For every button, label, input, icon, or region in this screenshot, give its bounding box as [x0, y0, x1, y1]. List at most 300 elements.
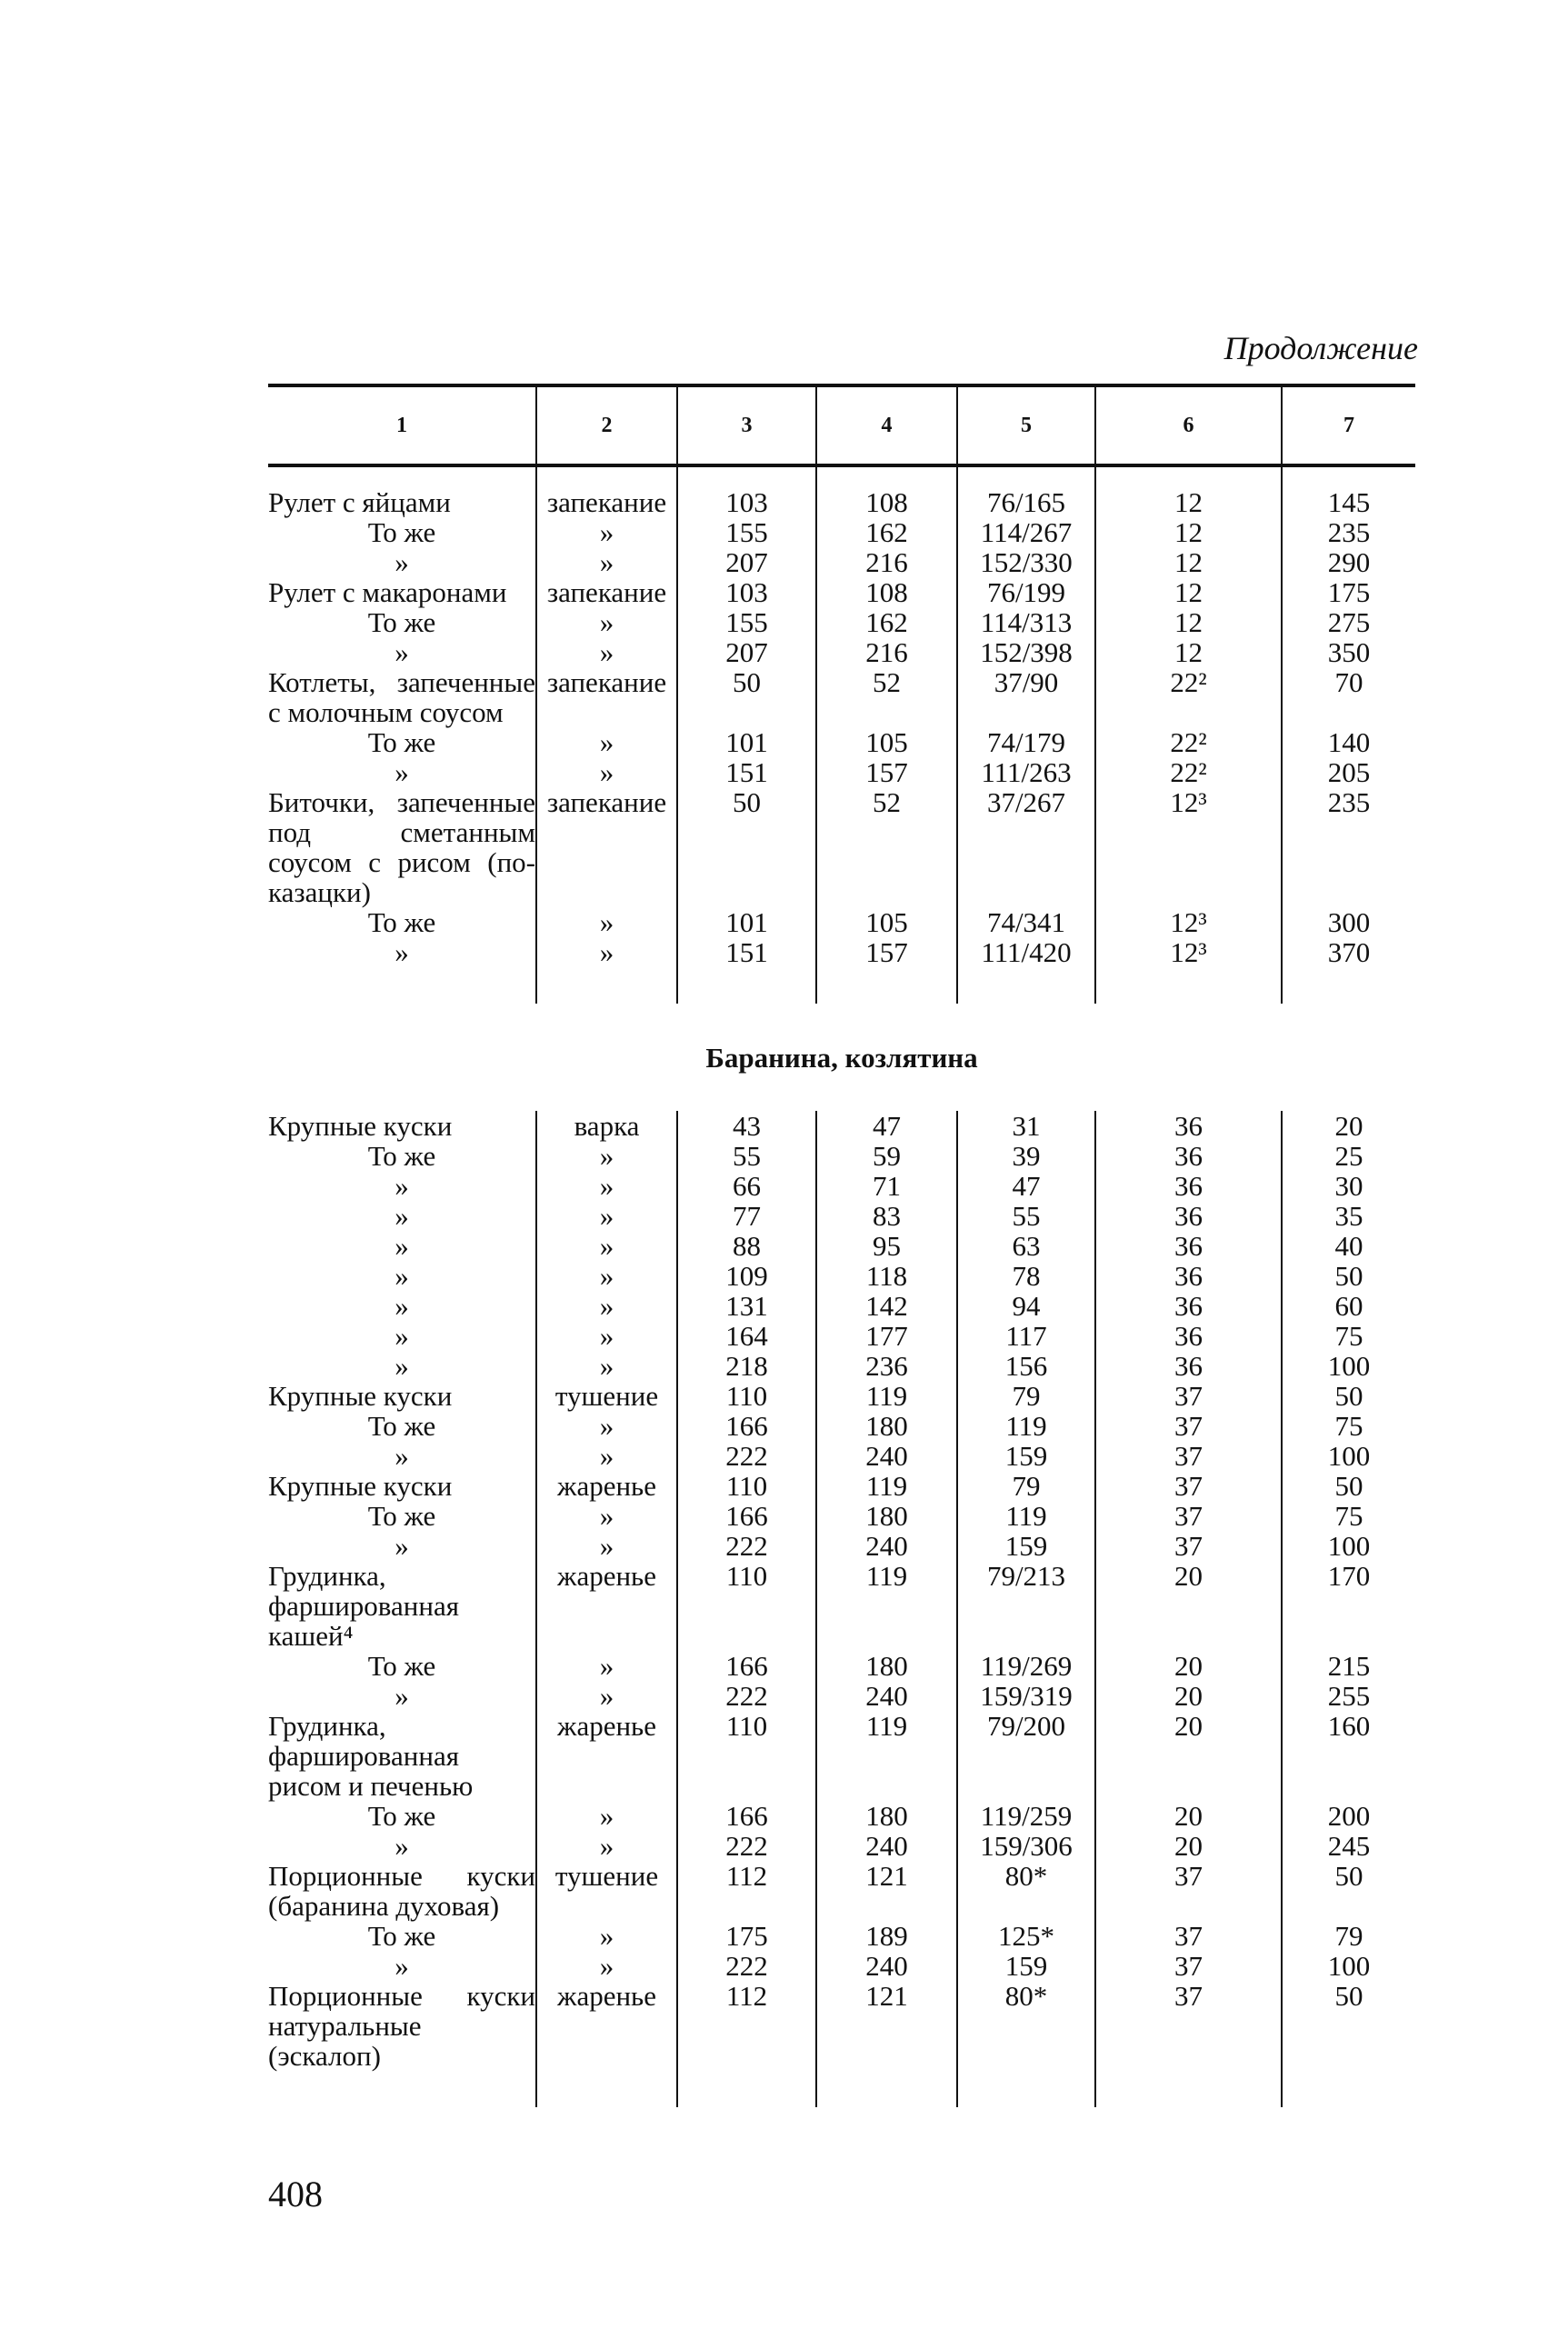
dish-name-cell: Порционные куски натуральные (эскалоп) [268, 1980, 535, 2072]
column-header: 3 [677, 385, 816, 465]
dish-name-cell: » [394, 1260, 409, 1292]
value-cell: 159 [957, 1531, 1095, 1561]
spacer-cell [957, 967, 1095, 1004]
value-cell: 151 [677, 937, 816, 967]
value-cell: 88 [677, 1231, 816, 1261]
value-cell: 350 [1282, 637, 1415, 667]
dish-name-cell: » [394, 636, 409, 668]
page-number: 408 [268, 2174, 323, 2214]
value-cell: 79 [1282, 1921, 1415, 1951]
value-cell: 155 [677, 607, 816, 637]
value-cell: 12³ [1095, 787, 1282, 907]
cooking-method-cell: тушение [536, 1861, 677, 1921]
value-cell: 155 [677, 517, 816, 547]
dish-name-cell: » [394, 546, 409, 578]
value-cell: 166 [677, 1411, 816, 1441]
dish-name-cell: » [394, 1320, 409, 1352]
cooking-method-cell: » [536, 547, 677, 577]
value-cell: 36 [1095, 1201, 1282, 1231]
value-cell: 79 [957, 1381, 1095, 1411]
value-cell: 131 [677, 1291, 816, 1321]
spacer-cell [677, 2071, 816, 2107]
spacer-row [268, 465, 1415, 487]
spacer-cell [536, 2071, 677, 2107]
value-cell: 100 [1282, 1351, 1415, 1381]
cooking-method-cell: » [536, 1261, 677, 1291]
value-cell: 12 [1095, 487, 1282, 517]
spacer-cell [1282, 465, 1415, 487]
value-cell: 207 [677, 547, 816, 577]
table-row [268, 1501, 1415, 1531]
table-row [268, 1951, 1415, 1981]
spacer-cell [268, 465, 536, 487]
value-cell: 370 [1282, 937, 1415, 967]
value-cell: 20 [1282, 1111, 1415, 1141]
value-cell: 74/179 [957, 727, 1095, 757]
spacer-cell [536, 465, 677, 487]
value-cell: 12 [1095, 517, 1282, 547]
table-row [268, 1381, 1415, 1411]
dish-name-cell: То же [367, 516, 436, 548]
dish-name-cell: » [394, 1170, 409, 1202]
dish-name-cell: То же [367, 1500, 436, 1532]
value-cell: 36 [1095, 1111, 1282, 1141]
table-row [268, 1201, 1415, 1231]
value-cell: 55 [677, 1141, 816, 1171]
value-cell: 119/269 [957, 1651, 1095, 1681]
value-cell: 275 [1282, 607, 1415, 637]
cooking-method-cell: » [536, 757, 677, 787]
dish-name-cell: То же [367, 1410, 436, 1442]
spacer-cell [957, 465, 1095, 487]
value-cell: 114/313 [957, 607, 1095, 637]
value-cell: 119 [816, 1561, 957, 1651]
value-cell: 157 [816, 757, 957, 787]
value-cell: 101 [677, 727, 816, 757]
value-cell: 94 [957, 1291, 1095, 1321]
dish-name-cell: » [394, 1350, 409, 1382]
value-cell: 215 [1282, 1651, 1415, 1681]
value-cell: 240 [816, 1531, 957, 1561]
value-cell: 140 [1282, 727, 1415, 757]
value-cell: 290 [1282, 547, 1415, 577]
value-cell: 108 [816, 577, 957, 607]
table-row [268, 1261, 1415, 1291]
dish-name-cell: » [394, 1290, 409, 1322]
value-cell: 43 [677, 1111, 816, 1141]
cooking-method-cell: запекание [536, 577, 677, 607]
value-cell: 63 [957, 1231, 1095, 1261]
spacer-cell [1095, 465, 1282, 487]
cooking-method-cell: » [536, 517, 677, 547]
value-cell: 245 [1282, 1831, 1415, 1861]
table-row [268, 757, 1415, 787]
value-cell: 40 [1282, 1231, 1415, 1261]
table-row [268, 667, 1415, 727]
value-cell: 36 [1095, 1261, 1282, 1291]
value-cell: 151 [677, 757, 816, 787]
value-cell: 75 [1282, 1501, 1415, 1531]
dish-name-cell: Рулет с макаронами [268, 576, 507, 608]
dish-name-cell: То же [367, 1140, 436, 1172]
value-cell: 240 [816, 1441, 957, 1471]
value-cell: 37 [1095, 1531, 1282, 1561]
cooking-method-cell: » [536, 1351, 677, 1381]
value-cell: 12 [1095, 607, 1282, 637]
value-cell: 152/398 [957, 637, 1095, 667]
dish-name-cell: Крупные куски [268, 1110, 453, 1142]
value-cell: 152/330 [957, 547, 1095, 577]
value-cell: 105 [816, 907, 957, 937]
cooking-method-cell: » [536, 1171, 677, 1201]
value-cell: 164 [677, 1321, 816, 1351]
spacer-cell [957, 2071, 1095, 2107]
cooking-method-cell: » [536, 1291, 677, 1321]
value-cell: 177 [816, 1321, 957, 1351]
value-cell: 222 [677, 1831, 816, 1861]
value-cell: 240 [816, 1951, 957, 1981]
value-cell: 110 [677, 1711, 816, 1801]
value-cell: 162 [816, 607, 957, 637]
value-cell: 166 [677, 1651, 816, 1681]
value-cell: 200 [1282, 1801, 1415, 1831]
value-cell: 37 [1095, 1471, 1282, 1501]
value-cell: 37/90 [957, 667, 1095, 727]
table-row [268, 1831, 1415, 1861]
table-row [268, 487, 1415, 517]
cooking-method-cell: » [536, 727, 677, 757]
value-cell: 20 [1095, 1801, 1282, 1831]
table-row [268, 907, 1415, 937]
cooking-method-cell: » [536, 1801, 677, 1831]
value-cell: 300 [1282, 907, 1415, 937]
table-row [268, 1441, 1415, 1471]
cooking-method-cell: » [536, 1921, 677, 1951]
value-cell: 55 [957, 1201, 1095, 1231]
value-cell: 80* [957, 1981, 1095, 2071]
value-cell: 162 [816, 517, 957, 547]
cooking-method-cell: » [536, 607, 677, 637]
value-cell: 235 [1282, 787, 1415, 907]
value-cell: 189 [816, 1921, 957, 1951]
value-cell: 255 [1282, 1681, 1415, 1711]
value-cell: 79/200 [957, 1711, 1095, 1801]
value-cell: 142 [816, 1291, 957, 1321]
table-row [268, 1981, 1415, 2071]
cooking-method-cell: жаренье [536, 1471, 677, 1501]
table-row [268, 1411, 1415, 1441]
dish-name-cell: » [394, 1680, 409, 1712]
continuation-label: Продолжение [1223, 330, 1418, 366]
table-row [268, 607, 1415, 637]
table-row [268, 1651, 1415, 1681]
table-row [268, 1861, 1415, 1921]
value-cell: 36 [1095, 1351, 1282, 1381]
cooking-method-cell: » [536, 1411, 677, 1441]
value-cell: 159 [957, 1951, 1095, 1981]
value-cell: 156 [957, 1351, 1095, 1381]
table-row [268, 727, 1415, 757]
value-cell: 222 [677, 1441, 816, 1471]
value-cell: 50 [1282, 1381, 1415, 1411]
dish-name-cell: » [394, 1830, 409, 1862]
value-cell: 31 [957, 1111, 1095, 1141]
spacer-cell [1282, 967, 1415, 1004]
value-cell: 50 [677, 787, 816, 907]
spacer-cell [816, 2071, 957, 2107]
cooking-method-cell: запекание [536, 667, 677, 727]
dish-name-cell: » [394, 1530, 409, 1562]
value-cell: 71 [816, 1171, 957, 1201]
table-row [268, 937, 1415, 967]
table-row [268, 1471, 1415, 1501]
value-cell: 222 [677, 1951, 816, 1981]
dish-name-cell: То же [367, 1800, 436, 1832]
value-cell: 125* [957, 1921, 1095, 1951]
dish-name-cell: Крупные куски [268, 1380, 453, 1412]
dish-name-cell: Порционные куски (баранина духовая) [268, 1860, 535, 1922]
value-cell: 79 [957, 1471, 1095, 1501]
dish-name-cell: Крупные куски [268, 1470, 453, 1502]
column-header: 1 [268, 385, 536, 465]
spacer-cell [268, 967, 536, 1004]
value-cell: 236 [816, 1351, 957, 1381]
spacer-cell [1282, 2071, 1415, 2107]
value-cell: 157 [816, 937, 957, 967]
value-cell: 20 [1095, 1681, 1282, 1711]
spacer-row [268, 2071, 1415, 2107]
value-cell: 166 [677, 1801, 816, 1831]
spacer-cell [1095, 2071, 1282, 2107]
dish-name-cell: То же [367, 726, 436, 758]
table-row [268, 1681, 1415, 1711]
cooking-method-cell: тушение [536, 1381, 677, 1411]
cooking-method-cell: » [536, 937, 677, 967]
value-cell: 37 [1095, 1441, 1282, 1471]
dish-name-cell: То же [367, 606, 436, 638]
value-cell: 121 [816, 1981, 957, 2071]
dish-name-cell: » [394, 936, 409, 968]
value-cell: 180 [816, 1651, 957, 1681]
value-cell: 117 [957, 1321, 1095, 1351]
value-cell: 103 [677, 487, 816, 517]
value-cell: 110 [677, 1381, 816, 1411]
value-cell: 222 [677, 1681, 816, 1711]
dish-name-cell: Биточки, запеченные под сметанным соусом с рисом (по-казацки) [268, 786, 535, 908]
value-cell: 12³ [1095, 937, 1282, 967]
value-cell: 35 [1282, 1201, 1415, 1231]
value-cell: 37 [1095, 1501, 1282, 1531]
section-title: Баранина, козлятина [705, 1041, 978, 1074]
dish-name-cell: » [394, 1200, 409, 1232]
value-cell: 66 [677, 1171, 816, 1201]
value-cell: 36 [1095, 1291, 1282, 1321]
cooking-method-cell: » [536, 1831, 677, 1861]
spacer-cell [536, 967, 677, 1004]
value-cell: 170 [1282, 1561, 1415, 1651]
table-row [268, 1141, 1415, 1171]
cooking-method-cell: запекание [536, 487, 677, 517]
value-cell: 110 [677, 1471, 816, 1501]
value-cell: 79/213 [957, 1561, 1095, 1651]
cooking-method-cell: » [536, 1681, 677, 1711]
value-cell: 216 [816, 547, 957, 577]
dish-name-cell: То же [367, 906, 436, 938]
value-cell: 180 [816, 1801, 957, 1831]
value-cell: 75 [1282, 1321, 1415, 1351]
value-cell: 159/306 [957, 1831, 1095, 1861]
table-row [268, 1561, 1415, 1651]
value-cell: 75 [1282, 1411, 1415, 1441]
value-cell: 207 [677, 637, 816, 667]
value-cell: 36 [1095, 1171, 1282, 1201]
value-cell: 37/267 [957, 787, 1095, 907]
dish-name-cell: Грудинка, фаршированная кашей⁴ [268, 1560, 459, 1652]
value-cell: 20 [1095, 1711, 1282, 1801]
value-cell: 159 [957, 1441, 1095, 1471]
table-row [268, 1111, 1415, 1141]
table-row [268, 1351, 1415, 1381]
value-cell: 37 [1095, 1951, 1282, 1981]
dish-name-cell: То же [367, 1650, 436, 1682]
value-cell: 240 [816, 1681, 957, 1711]
table-row [268, 1921, 1415, 1951]
value-cell: 76/165 [957, 487, 1095, 517]
spacer-cell [1095, 967, 1282, 1004]
value-cell: 47 [816, 1111, 957, 1141]
dish-name-cell: » [394, 1950, 409, 1982]
value-cell: 36 [1095, 1231, 1282, 1261]
column-header: 5 [957, 385, 1095, 465]
cooking-method-cell: » [536, 907, 677, 937]
value-cell: 166 [677, 1501, 816, 1531]
value-cell: 83 [816, 1201, 957, 1231]
value-cell: 12 [1095, 637, 1282, 667]
header-row [268, 385, 1415, 465]
value-cell: 180 [816, 1501, 957, 1531]
spacer-cell [816, 465, 957, 487]
value-cell: 95 [816, 1231, 957, 1261]
value-cell: 100 [1282, 1951, 1415, 1981]
spacer-row [268, 967, 1415, 1004]
cooking-method-cell: » [536, 1231, 677, 1261]
dish-name-cell: » [394, 1440, 409, 1472]
value-cell: 37 [1095, 1381, 1282, 1411]
nutrition-table [268, 384, 1415, 2107]
value-cell: 50 [1282, 1261, 1415, 1291]
dish-name-cell: » [394, 756, 409, 788]
value-cell: 50 [1282, 1861, 1415, 1921]
value-cell: 36 [1095, 1141, 1282, 1171]
value-cell: 112 [677, 1861, 816, 1921]
value-cell: 111/263 [957, 757, 1095, 787]
value-cell: 119 [957, 1411, 1095, 1441]
value-cell: 52 [816, 787, 957, 907]
value-cell: 105 [816, 727, 957, 757]
column-header: 4 [816, 385, 957, 465]
value-cell: 77 [677, 1201, 816, 1231]
value-cell: 70 [1282, 667, 1415, 727]
value-cell: 22² [1095, 757, 1282, 787]
value-cell: 36 [1095, 1321, 1282, 1351]
cooking-method-cell: » [536, 1951, 677, 1981]
value-cell: 112 [677, 1981, 816, 2071]
value-cell: 47 [957, 1171, 1095, 1201]
value-cell: 22² [1095, 727, 1282, 757]
value-cell: 175 [677, 1921, 816, 1951]
value-cell: 111/420 [957, 937, 1095, 967]
table-row [268, 787, 1415, 907]
value-cell: 175 [1282, 577, 1415, 607]
value-cell: 37 [1095, 1861, 1282, 1921]
value-cell: 52 [816, 667, 957, 727]
cooking-method-cell: » [536, 1321, 677, 1351]
value-cell: 12 [1095, 547, 1282, 577]
spacer-cell [677, 967, 816, 1004]
value-cell: 101 [677, 907, 816, 937]
value-cell: 25 [1282, 1141, 1415, 1171]
value-cell: 59 [816, 1141, 957, 1171]
value-cell: 37 [1095, 1981, 1282, 2071]
value-cell: 50 [1282, 1471, 1415, 1501]
value-cell: 216 [816, 637, 957, 667]
table-row [268, 577, 1415, 607]
cooking-method-cell: » [536, 1441, 677, 1471]
value-cell: 30 [1282, 1171, 1415, 1201]
table-row [268, 517, 1415, 547]
spacer-cell [268, 2071, 536, 2107]
value-cell: 74/341 [957, 907, 1095, 937]
cooking-method-cell: жаренье [536, 1561, 677, 1651]
cooking-method-cell: » [536, 1531, 677, 1561]
cooking-method-cell: » [536, 1201, 677, 1231]
value-cell: 119 [816, 1711, 957, 1801]
cooking-method-cell: запекание [536, 787, 677, 907]
value-cell: 145 [1282, 487, 1415, 517]
value-cell: 160 [1282, 1711, 1415, 1801]
value-cell: 110 [677, 1561, 816, 1651]
cooking-method-cell: » [536, 1651, 677, 1681]
spacer-cell [677, 465, 816, 487]
value-cell: 12 [1095, 577, 1282, 607]
value-cell: 205 [1282, 757, 1415, 787]
value-cell: 218 [677, 1351, 816, 1381]
value-cell: 100 [1282, 1441, 1415, 1471]
cooking-method-cell: варка [536, 1111, 677, 1141]
column-header: 7 [1282, 385, 1415, 465]
table-row [268, 1801, 1415, 1831]
table-row [268, 1291, 1415, 1321]
value-cell: 119/259 [957, 1801, 1095, 1831]
section-row [268, 1004, 1415, 1111]
value-cell: 22² [1095, 667, 1282, 727]
value-cell: 76/199 [957, 577, 1095, 607]
value-cell: 12³ [1095, 907, 1282, 937]
dish-name-cell: Грудинка, фаршированная рисом и печенью [268, 1710, 474, 1802]
value-cell: 50 [1282, 1981, 1415, 2071]
value-cell: 39 [957, 1141, 1095, 1171]
value-cell: 78 [957, 1261, 1095, 1291]
cooking-method-cell: жаренье [536, 1981, 677, 2071]
value-cell: 180 [816, 1411, 957, 1441]
dish-name-cell: Рулет с яйцами [268, 486, 451, 518]
table-row [268, 1231, 1415, 1261]
value-cell: 100 [1282, 1531, 1415, 1561]
cooking-method-cell: жаренье [536, 1711, 677, 1801]
column-header: 2 [536, 385, 677, 465]
table-row [268, 1171, 1415, 1201]
dish-name-cell: » [394, 1230, 409, 1262]
